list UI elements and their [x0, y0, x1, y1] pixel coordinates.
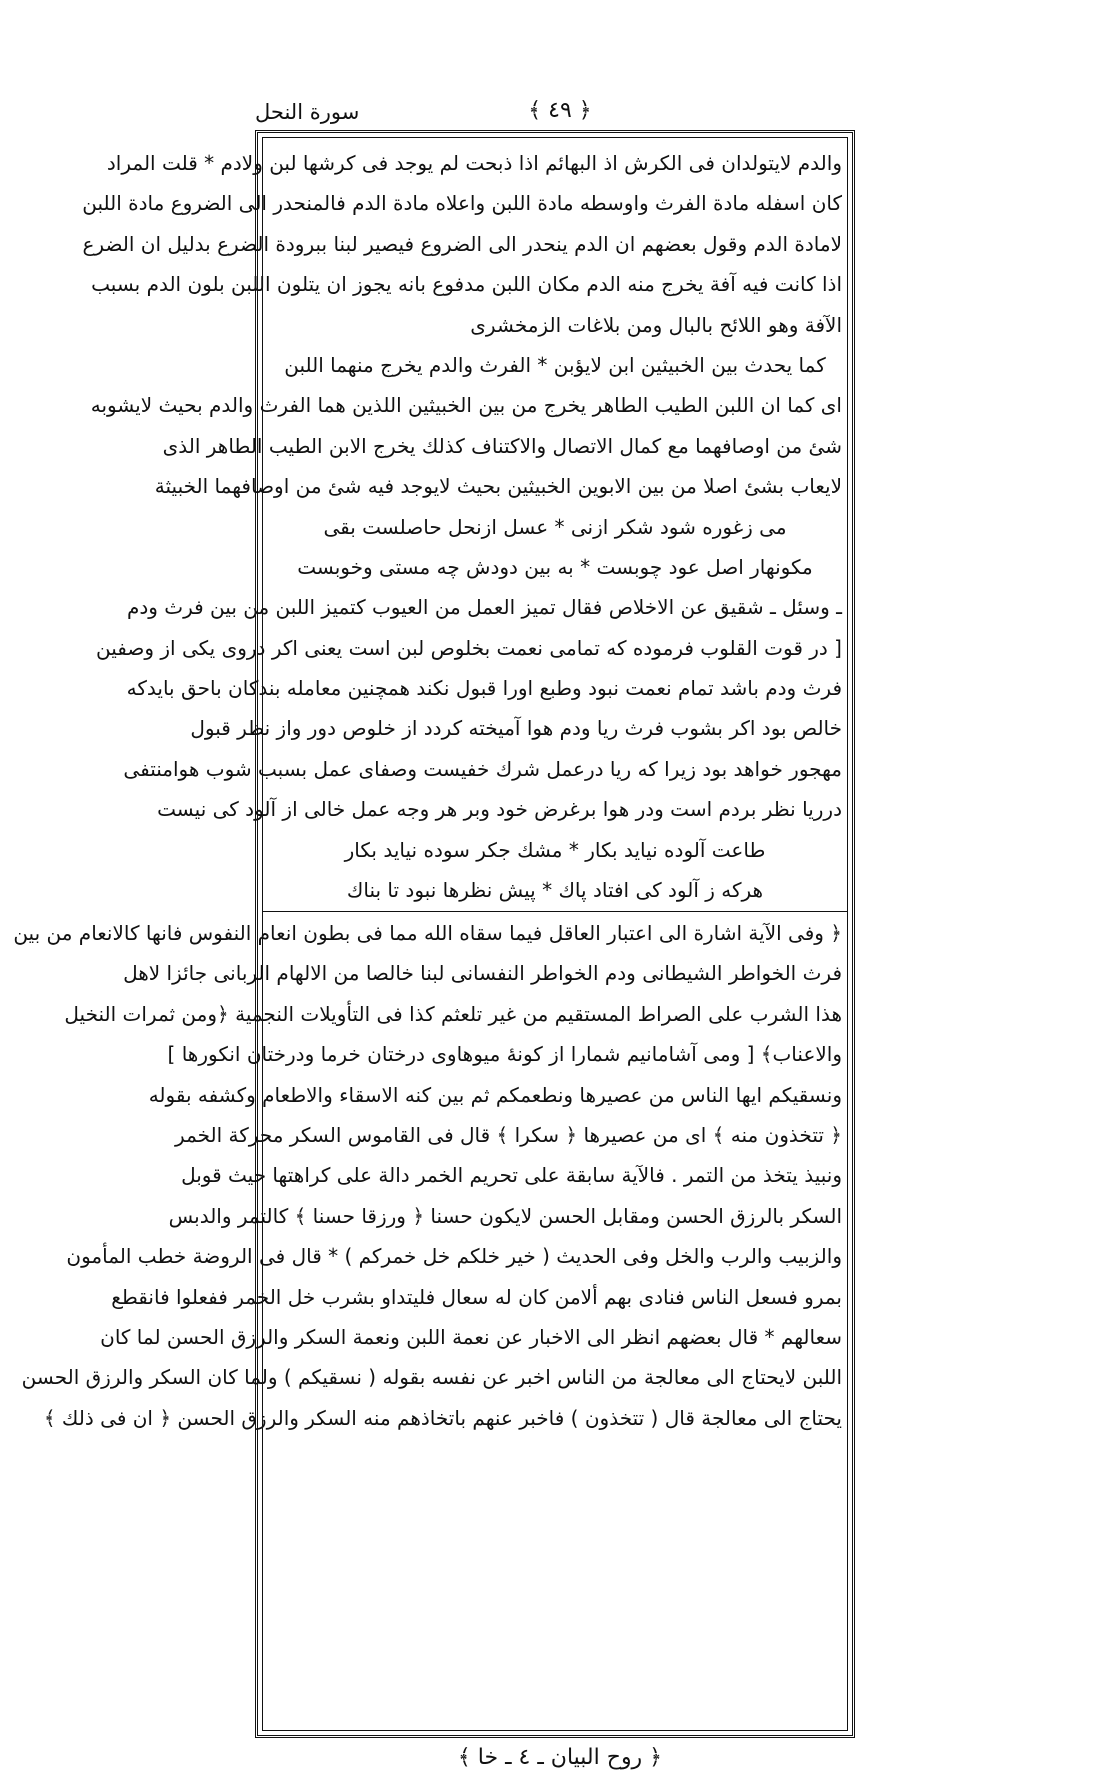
text-line: ـ وسئل ـ شقيق عن الاخلاص فقال تميز العمل من العيوب كتميز اللبن من بين فرث ودم: [126, 595, 842, 620]
text-line: [ در قوت القلوب فرموده كه تمامى نعمت بخلوص لبن است يعنى اكر دروى يكى از وصفين: [96, 635, 842, 660]
text-line: شئ من اوصافهما مع كمال الاتصال والاكتناف كذلك يخرج الابن الطيب الطاهر الذى: [162, 433, 842, 458]
text-line: لايعاب بشئ اصلا من بين الابوين الخبيثين بحيث لايوجد فيه شئ من اوصافهما الخبيثة: [154, 474, 842, 499]
verse-line: كما يحدث بين الخبيثين ابن لايؤبن * الفرث والدم يخرج منهما اللبن: [284, 352, 826, 377]
page-number: ﴿ ٤٩ ﴾: [528, 98, 592, 123]
text-line: فرث ودم باشد تمام نعمت نبود وطبع اورا قبول نكند همچنين معامله بندكان باحق بايدكه: [126, 676, 842, 701]
text-line: يحتاج الى معالجة قال ( تتخذون ) فاخبر عنهم باتخاذهم منه السكر والرزق الحسن ﴿ ان فى ذلك ﴾: [43, 1405, 842, 1430]
text-line: ﴿ تتخذون منه ﴾ اى من عصيرها ﴿ سكرا ﴾ قال فى القاموس السكر محركة الخمر: [175, 1122, 842, 1147]
footer-signature: ﴿ روح البيان ـ ٤ ـ خا ﴾: [457, 1745, 663, 1770]
text-line: لامادة الدم وقول بعضهم ان الدم ينحدر الى الضروع فيصير لبنا ببرودة الضرع بدليل ان الضرع: [82, 231, 842, 256]
text-line: اللبن لايحتاج الى معالجة من الناس اخبر عن نفسه بقوله ( نسقيكم ) ولما كان السكر والرزق الحسن: [21, 1365, 842, 1390]
text-line: مهجور خواهد بود زيرا كه ريا درعمل شرك خفيست وصفاى عمل بسبب شوب هوامنتفى: [123, 756, 842, 781]
text-line: ونسقيكم ايها الناس من عصيرها ونطعمكم ثم بين كنه الاسقاء والاطعام وكشفه بقوله: [148, 1082, 842, 1107]
text-line: فرث الخواطر الشيطانى ودم الخواطر النفسانى لبنا خالصا من الالهام الربانى جائزا لاهل: [123, 961, 842, 986]
section-4: [13, 913, 842, 1438]
text-line: اى كما ان اللبن الطيب الطاهر يخرج من بين الخبيثين اللذين هما الفرث والدم بحيث لايشوبه: [90, 393, 842, 418]
verse-line: مكونهار اصل عود چوبست * به بين دودش چه مستى وخوبست: [297, 554, 813, 579]
text-line: خالص بود اكر بشوب فرث ريا ودم هوا آميخته كردد از خلوص دور واز نظر قبول: [190, 716, 842, 741]
text-line: اذا كانت فيه آفة يخرج منه الدم مكان اللبن مدفوع بانه يجوز ان يتلون اللبن بلون الدم بسبب: [91, 272, 842, 297]
text-line: السكر بالرزق الحسن ومقابل الحسن لايكون حسنا ﴿ ورزقا حسنا ﴾ كالتمر والدبس: [168, 1203, 842, 1228]
verse-line: طاعت آلوده نيايد بكار * مشك جكر سوده نيايد بكار: [344, 837, 766, 862]
text-line: والزبيب والرب والخل وفى الحديث ( خير خلكم خل خمركم ) * قال فى الروضة خطب المأمون: [66, 1244, 842, 1269]
text-line: بمرو فسعل الناس فنادى بهم ألامن كان له سعال فليتداو بشرب خل الخمر ففعلوا فانقطع: [111, 1284, 842, 1309]
text-line: هذا الشرب على الصراط المستقيم من غير تلعثم كذا فى التأويلات النجمية ﴿ومن ثمرات النخيل: [64, 1001, 842, 1026]
text-line: سعالهم * قال بعضهم انظر الى الاخبار عن نعمة اللبن ونعمة السكر والرزق الحسن لما كان: [100, 1324, 842, 1349]
text-line: الآفة وهو اللائح بالبال ومن بلاغات الزمخشرى: [470, 312, 842, 337]
text-line: درريا نظر بردم است ودر هوا برغرض خود وبر هر وجه عمل خالى از آلود كى نيست: [157, 797, 842, 822]
verse-line: هركه ز آلود كى افتاد پاك * پيش نظرها نبود تا بناك: [346, 878, 764, 903]
text-line: ونبيذ يتخذ من التمر . فالآية سابقة على تحريم الخمر دالة على كراهتها حيث قوبل: [181, 1163, 842, 1188]
surah-name: سورة النحل: [255, 100, 360, 124]
section-1: [82, 143, 842, 910]
text-line: والدم لايتولدان فى الكرش اذ البهائم اذا ذبحت لم يوجد فى كرشها لبن ولادم * قلت المراد: [106, 151, 842, 175]
section-divider: [262, 911, 848, 912]
verse-line: مى زغوره شود شكر ازنى * عسل ازنحل حاصلست بقى: [323, 514, 787, 539]
text-line: والاعناب﴾ [ ومى آشامانيم شمارا از كونهٔ ميوهاوى درختان خرما ودرختان انكورها ]: [167, 1042, 842, 1067]
text-line: كان اسفله مادة الفرث واوسطه مادة اللبن واعلاه مادة الدم فالمنحدر الى الضروع مادة اللبن: [82, 191, 842, 216]
text-line: ﴿ وفى الآية اشارة الى اعتبار العاقل فيما سقاه الله مما فى بطون انعام النفوس فانها كالانعام من بين: [13, 921, 842, 945]
page-header: [255, 98, 865, 132]
